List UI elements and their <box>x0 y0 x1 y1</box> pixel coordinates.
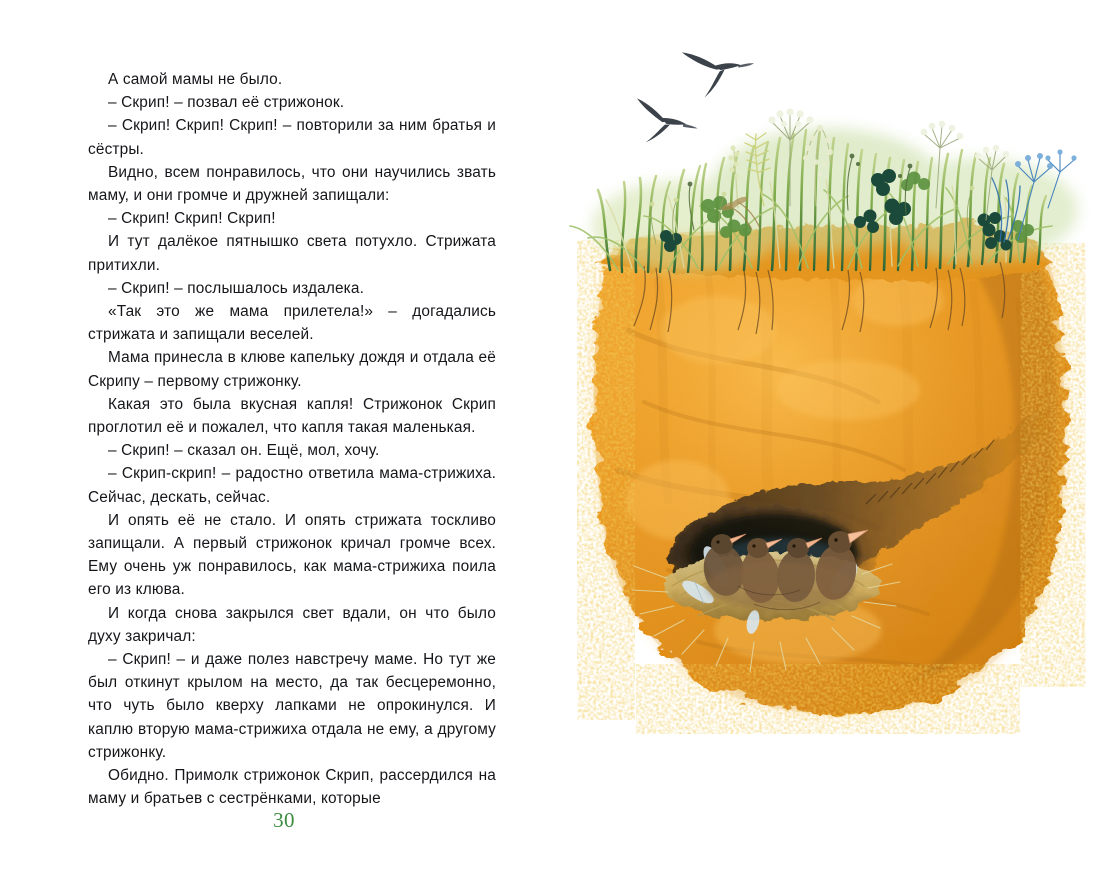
paragraph: Мама принесла в клюве капельку дождя и отдала её Скрипу – первому стрижонку. <box>88 349 496 390</box>
paragraph: – Скрип-скрип! – радостно ответила мама-стрижиха. Сейчас, дескать, сейчас. <box>88 465 496 506</box>
cliff-edge-speckle-right <box>1026 280 1080 650</box>
paragraph: – Скрип! – сказал он. Ещё, мол, хочу. <box>108 442 380 460</box>
paragraph: И когда снова закрылся свет вдали, он что было духу закричал: <box>88 604 496 645</box>
paragraph: – Скрип! Скрип! Скрип! <box>108 210 276 228</box>
paragraph: – Скрип! – послышалось издалека. <box>108 279 365 297</box>
paragraph: А самой мамы не было. <box>108 71 283 88</box>
cliff-edge-speckle-bottom <box>668 670 988 728</box>
paragraph: – Скрип! – и даже полез навстречу маме. Но тут же был откинут крылом на место, да так бесцеремонно, что чуть было кверху лапками не опрокинулся. И каплю вторую мама-стрижиха отдала не ему, а другому стрижонку. <box>88 651 496 761</box>
page-number: 30 <box>273 808 295 832</box>
paragraph: Обидно. Примолк стрижонок Скрип, рассердился на маму и братьев с сестрёнками, которые <box>88 767 496 808</box>
paragraph: – Скрип! Скрип! Скрип! – повторили за ним братья и сёстры. <box>88 117 496 158</box>
cliff-edge-speckle-left <box>582 280 630 680</box>
illustration-sand-cliff-nest <box>548 30 1100 750</box>
paragraph: И опять её не стало. И опять стрижата тоскливо запищали. А первый стрижонок кричал громче всех. Ему очень уж понравилось, как мама-стрижиха поила его из клюва. <box>88 511 496 599</box>
paragraph: – Скрип! – позвал её стрижонок. <box>108 94 345 112</box>
paragraph: «Так это же мама прилетела!» – догадались стрижата и запищали веселей. <box>88 303 496 344</box>
paragraph: Какая это была вкусная капля! Стрижонок Скрип проглотил её и пожалел, что капля такая маленькая. <box>88 395 496 437</box>
paragraph: И тут далёкое пятнышко света потухло. Стрижата притихли. <box>88 233 496 274</box>
paragraph: Видно, всем понравилось, что они научились звать маму, и они громче и дружней запищали: <box>88 163 496 205</box>
body-text-column <box>88 68 496 811</box>
